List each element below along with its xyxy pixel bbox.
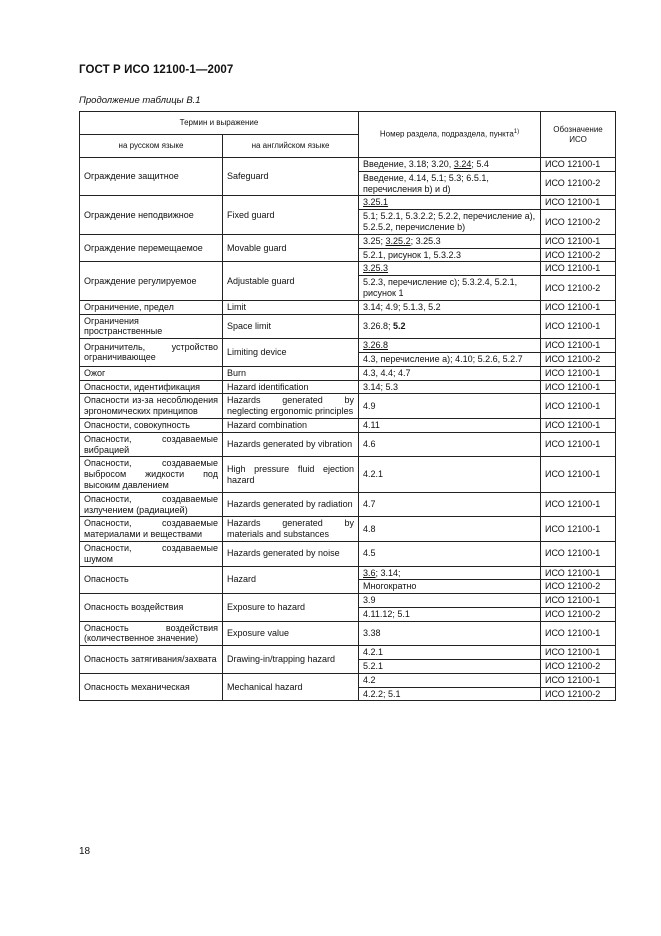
term-ru: Опасности, создаваемые материалами и веществами xyxy=(80,517,223,542)
iso-designation: ИСО 12100-2 xyxy=(541,580,616,594)
term-ru: Ограничитель, устройство ограничивающее xyxy=(80,339,223,367)
section-ref xyxy=(359,621,541,646)
term-ru: Ожог xyxy=(80,366,223,380)
section-ref xyxy=(359,607,541,621)
section-ref-part: 3.25.2 xyxy=(385,235,411,246)
header-terms: Термин и выражение xyxy=(80,112,359,135)
section-ref-part: 4.11 xyxy=(363,419,380,430)
term-en: Mechanical hazard xyxy=(223,673,359,701)
table-row xyxy=(80,418,616,432)
section-ref xyxy=(359,158,541,172)
section-ref-part: 4.5 xyxy=(363,548,376,559)
term-en: Adjustable guard xyxy=(223,262,359,300)
iso-designation: ИСО 12100-1 xyxy=(541,394,616,419)
term-en: Movable guard xyxy=(223,234,359,262)
term-en: Safeguard xyxy=(223,158,359,196)
iso-designation: ИСО 12100-2 xyxy=(541,660,616,674)
term-en: Exposure value xyxy=(223,621,359,646)
term-ru: Опасность воздействия (количественное значение) xyxy=(80,621,223,646)
section-ref xyxy=(359,457,541,492)
iso-designation: ИСО 12100-1 xyxy=(541,566,616,580)
section-ref-part: 4.6 xyxy=(363,439,376,450)
section-ref-part: ; 3.14; xyxy=(375,567,401,578)
iso-designation: ИСО 12100-1 xyxy=(541,314,616,339)
section-ref xyxy=(359,380,541,394)
iso-designation: ИСО 12100-1 xyxy=(541,457,616,492)
term-en: Space limit xyxy=(223,314,359,339)
term-ru: Опасности, создаваемые вибрацией xyxy=(80,432,223,457)
term-ru: Опасности, создаваемые излучением (радиацией) xyxy=(80,492,223,517)
header-ru: на русском языке xyxy=(80,135,223,158)
section-ref xyxy=(359,517,541,542)
term-en: Hazard xyxy=(223,566,359,594)
table-row xyxy=(80,594,616,608)
section-ref-part: 5.2.1, рисунок 1, 5.3.2.3 xyxy=(363,249,462,260)
table-row xyxy=(80,196,616,210)
term-ru: Опасности из-за несоблюдения эргономических принципов xyxy=(80,394,223,419)
section-ref-part: Введение, 4.14, 5.1; 5.3; 6.5.1, перечисления b) и d) xyxy=(363,172,489,194)
table-row xyxy=(80,314,616,339)
iso-designation: ИСО 12100-2 xyxy=(541,607,616,621)
section-ref xyxy=(359,687,541,701)
term-ru: Ограждение перемещаемое xyxy=(80,234,223,262)
table-row xyxy=(80,646,616,660)
term-en: Hazard combination xyxy=(223,418,359,432)
section-ref-part: 4.2.2; 5.1 xyxy=(363,688,401,699)
section-ref xyxy=(359,276,541,301)
term-en: Hazards generated by materials and substances xyxy=(223,517,359,542)
iso-designation: ИСО 12100-2 xyxy=(541,276,616,301)
iso-designation: ИСО 12100-1 xyxy=(541,418,616,432)
table-caption: Продолжение таблицы В.1 xyxy=(79,95,201,106)
section-ref xyxy=(359,262,541,276)
section-ref xyxy=(359,210,541,235)
term-ru: Опасность xyxy=(80,566,223,594)
iso-designation: ИСО 12100-1 xyxy=(541,196,616,210)
table-row xyxy=(80,432,616,457)
section-ref xyxy=(359,171,541,196)
table-row xyxy=(80,457,616,492)
term-en: High pressure fluid ejection hazard xyxy=(223,457,359,492)
iso-designation: ИСО 12100-1 xyxy=(541,366,616,380)
section-ref-part: 3.38 xyxy=(363,628,381,639)
table-row xyxy=(80,366,616,380)
iso-designation: ИСО 12100-2 xyxy=(541,210,616,235)
term-ru: Ограждение защитное xyxy=(80,158,223,196)
section-ref-part: 3.14; 5.3 xyxy=(363,381,399,392)
header-en: на английском языке xyxy=(223,135,359,158)
section-ref xyxy=(359,352,541,366)
section-ref xyxy=(359,234,541,248)
iso-designation: ИСО 12100-1 xyxy=(541,621,616,646)
section-ref-part: 5.1; 5.2.1, 5.3.2.2; 5.2.2, перечисление а), 5.2.5.2, перечисление b) xyxy=(363,211,536,232)
term-ru: Опасности, совокупность xyxy=(80,418,223,432)
section-ref xyxy=(359,314,541,339)
term-en: Fixed guard xyxy=(223,196,359,234)
section-ref xyxy=(359,196,541,210)
table-row xyxy=(80,673,616,687)
term-ru: Опасности, создаваемые шумом xyxy=(80,541,223,566)
iso-designation: ИСО 12100-2 xyxy=(541,248,616,262)
term-ru: Опасности, идентификация xyxy=(80,380,223,394)
iso-designation: ИСО 12100-1 xyxy=(541,234,616,248)
terms-body xyxy=(80,158,616,701)
section-ref xyxy=(359,432,541,457)
iso-designation: ИСО 12100-1 xyxy=(541,541,616,566)
term-ru: Ограничение, предел xyxy=(80,300,223,314)
section-ref xyxy=(359,673,541,687)
table-row xyxy=(80,380,616,394)
section-ref-part: Многократно xyxy=(363,581,417,592)
iso-designation: ИСО 12100-1 xyxy=(541,492,616,517)
section-ref-part: 3.6 xyxy=(363,567,376,578)
section-ref-part: 3.24 xyxy=(453,159,472,169)
header-section xyxy=(359,112,541,158)
section-ref xyxy=(359,394,541,419)
iso-designation: ИСО 12100-2 xyxy=(541,687,616,701)
table-row xyxy=(80,339,616,353)
term-en: Hazards generated by neglecting ergonomic principles xyxy=(223,394,359,419)
section-ref xyxy=(359,580,541,594)
section-ref-part: 4.7 xyxy=(363,499,376,510)
term-en: Limiting device xyxy=(223,339,359,367)
section-ref-part: 4.2 xyxy=(363,674,376,685)
term-ru: Ограничения пространственные xyxy=(80,314,223,339)
section-ref xyxy=(359,660,541,674)
section-ref-part: 3.26.8; xyxy=(363,320,394,331)
term-ru: Опасность механическая xyxy=(80,673,223,701)
page-number: 18 xyxy=(79,846,91,857)
term-ru: Опасности, создаваемые выбросом жидкости под высоким давлением xyxy=(80,457,223,492)
section-ref xyxy=(359,418,541,432)
iso-designation: ИСО 12100-1 xyxy=(541,262,616,276)
iso-designation: ИСО 12100-1 xyxy=(541,517,616,542)
section-ref-part: 4.3, перечисление а); 4.10; 5.2.6, 5.2.7 xyxy=(363,353,523,364)
term-ru: Опасность воздействия xyxy=(80,594,223,622)
section-ref-part: 3.26.8 xyxy=(363,340,389,351)
table-row xyxy=(80,541,616,566)
table-row xyxy=(80,158,616,172)
section-ref-part: 5.2.1 xyxy=(363,661,384,672)
terms-table xyxy=(79,111,616,701)
section-ref-part: 3.25.1 xyxy=(363,197,389,208)
section-ref-part: 3.25.3 xyxy=(363,263,389,274)
iso-designation: ИСО 12100-2 xyxy=(541,352,616,366)
document-title: ГОСТ Р ИСО 12100-1—2007 xyxy=(79,64,234,76)
section-ref xyxy=(359,339,541,353)
section-ref xyxy=(359,492,541,517)
table-row xyxy=(80,394,616,419)
iso-designation: ИСО 12100-1 xyxy=(541,646,616,660)
section-ref-part: 5.2.3, перечисление с); 5.3.2.4, 5.2.1, рисунок 1 xyxy=(363,277,518,298)
term-ru: Опасность затягивания/захвата xyxy=(80,646,223,674)
table-row xyxy=(80,234,616,248)
section-ref-part: ; 3.25.3 xyxy=(410,235,441,246)
section-ref xyxy=(359,366,541,380)
iso-designation: ИСО 12100-1 xyxy=(541,594,616,608)
section-ref-part: 4.9 xyxy=(363,400,376,411)
header-iso: Обозначение ИСО xyxy=(541,112,616,158)
term-en: Hazards generated by noise xyxy=(223,541,359,566)
section-ref-part: 3.25; xyxy=(363,235,386,246)
table-row xyxy=(80,517,616,542)
section-ref-part: 4.3, 4.4; 4.7 xyxy=(363,367,411,378)
term-ru: Ограждение неподвижное xyxy=(80,196,223,234)
iso-designation: ИСО 12100-1 xyxy=(541,673,616,687)
term-en: Drawing-in/trapping hazard xyxy=(223,646,359,674)
term-en: Hazards generated by vibration xyxy=(223,432,359,457)
term-en: Hazards generated by radiation xyxy=(223,492,359,517)
section-ref-part: 3.14; 4.9; 5.1.3, 5.2 xyxy=(363,301,441,312)
iso-designation: ИСО 12100-1 xyxy=(541,300,616,314)
term-en: Limit xyxy=(223,300,359,314)
table-row xyxy=(80,566,616,580)
section-ref-part: Введение, 3.18; 3.20, xyxy=(363,159,454,169)
section-ref xyxy=(359,646,541,660)
section-ref xyxy=(359,248,541,262)
table-row xyxy=(80,492,616,517)
section-ref-part: ; 5.4 xyxy=(471,159,489,169)
section-ref xyxy=(359,541,541,566)
section-ref xyxy=(359,300,541,314)
section-ref-part: 4.2.1 xyxy=(363,647,384,658)
section-ref-part: 3.9 xyxy=(363,595,376,606)
term-en: Exposure to hazard xyxy=(223,594,359,622)
section-ref-part: 5.2 xyxy=(393,320,406,331)
iso-designation: ИСО 12100-1 xyxy=(541,158,616,172)
table-row xyxy=(80,262,616,276)
section-ref xyxy=(359,566,541,580)
iso-designation: ИСО 12100-1 xyxy=(541,380,616,394)
section-ref-part: 4.2.1 xyxy=(363,469,384,480)
term-en: Burn xyxy=(223,366,359,380)
section-ref-part: 4.11.12; 5.1 xyxy=(363,608,410,619)
iso-designation: ИСО 12100-2 xyxy=(541,171,616,196)
term-ru: Ограждение регулируемое xyxy=(80,262,223,300)
header-section-label: Номер раздела, подраздела, пункта xyxy=(379,130,514,140)
header-row xyxy=(80,112,616,135)
header-section-note: 1) xyxy=(513,129,520,136)
section-ref xyxy=(359,594,541,608)
iso-designation: ИСО 12100-1 xyxy=(541,432,616,457)
table-row xyxy=(80,300,616,314)
table-row xyxy=(80,621,616,646)
term-en: Hazard identification xyxy=(223,380,359,394)
section-ref-part: 4.8 xyxy=(363,523,376,534)
iso-designation: ИСО 12100-1 xyxy=(541,339,616,353)
